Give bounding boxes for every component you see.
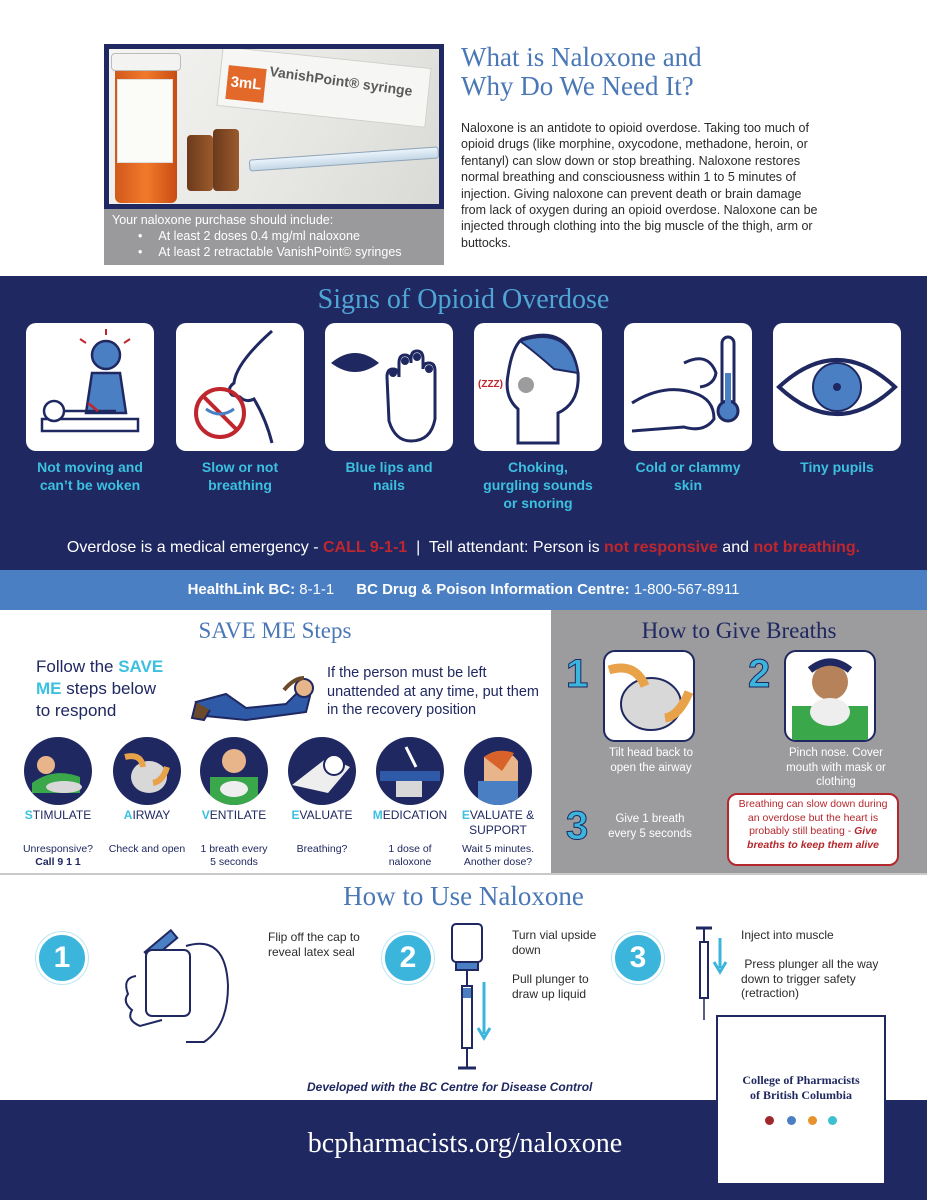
- breath-caption: [600, 812, 700, 841]
- step-note: [13, 843, 103, 869]
- sign-label-line: Tiny pupils: [800, 459, 874, 475]
- step-rest: ENTILATE: [209, 808, 267, 822]
- pill-bottle-label: [117, 79, 173, 163]
- poison-centre-number[interactable]: 1-800-567-8911: [629, 581, 740, 598]
- sign-label-line: breathing: [208, 477, 272, 493]
- step-name-evaluate: [277, 808, 367, 823]
- step-note: [189, 843, 279, 869]
- step-name-evaluate-support: [453, 808, 543, 838]
- caption-line: every 5 seconds: [608, 827, 692, 840]
- stimulate-step-icon: [24, 737, 92, 805]
- save-me-title: SAVE ME Steps: [198, 618, 352, 643]
- breath-step-number: 3: [566, 804, 589, 848]
- use-step-text: Inject into muscle: [741, 928, 834, 942]
- evaluate-step-icon: [288, 737, 356, 805]
- sign-label-line: Slow or not: [201, 459, 279, 475]
- sign-label-line: can’t be woken: [39, 477, 141, 493]
- logo-dot: [765, 1116, 774, 1125]
- use-step-number: 1: [36, 932, 88, 984]
- sign-card-cold-skin: [624, 323, 752, 451]
- sign-label: [613, 458, 763, 494]
- emergency-and: and: [717, 539, 754, 556]
- step-name-medication: [365, 808, 455, 823]
- sign-label-line: Blue lips and: [345, 459, 433, 475]
- use-step-text: Turn vial upside down: [512, 928, 597, 957]
- pinch-nose-icon: [786, 652, 874, 740]
- sign-label: [165, 458, 315, 494]
- developed-credit: Developed with the BC Centre for Disease Control: [307, 1080, 593, 1094]
- ventilate-step-icon: [200, 737, 268, 805]
- step-note-line: Unresponsive?: [22, 843, 94, 855]
- title-line: Why Do We Need It?: [461, 71, 694, 101]
- caption-line: Pinch nose. Cover: [789, 747, 883, 759]
- naloxone-kit-photo-frame: [104, 44, 444, 209]
- section-divider: [0, 873, 927, 875]
- pinch-nose-image: [784, 650, 876, 742]
- intro-save-highlight: SAVE: [118, 657, 164, 676]
- signs-title: Signs of Opioid Overdose: [317, 284, 610, 315]
- tilt-head-icon: [605, 652, 693, 740]
- poison-centre-label: BC Drug & Poison Information Centre:: [356, 581, 630, 598]
- use-step-number: 2: [382, 932, 434, 984]
- sign-card-tiny-pupils: [773, 323, 901, 451]
- breath-step-number: 2: [748, 652, 771, 696]
- pill-bottle-cap: [111, 53, 181, 71]
- step-note-line: Call 9 1 1: [35, 856, 81, 868]
- contact-phone-bar: [0, 570, 927, 610]
- healthlink-number[interactable]: 8-1-1: [295, 581, 335, 598]
- use-naloxone-title: How to Use Naloxone: [343, 881, 584, 911]
- vial-shape: [187, 135, 213, 191]
- sign-card-blue-lips: [325, 323, 453, 451]
- step-initial: E: [291, 808, 300, 822]
- snore-text: (ZZZ): [478, 379, 503, 390]
- logo-dot: [787, 1116, 796, 1125]
- step-note: [102, 843, 192, 856]
- use-step-number: 3: [612, 932, 664, 984]
- unresponsive-person-icon: [26, 323, 154, 451]
- breaths-title: How to Give Breaths: [641, 618, 837, 643]
- what-is-naloxone-title: [461, 43, 881, 101]
- tiny-pupil-eye-icon: [773, 323, 901, 451]
- call-911-text: CALL 9-1-1: [323, 539, 408, 556]
- caption-line: Tilt head back to: [609, 747, 693, 759]
- kit-contents-box: [104, 209, 444, 265]
- sign-label-line: nails: [373, 477, 405, 493]
- step-initial: S: [24, 808, 33, 822]
- step-name-ventilate: [189, 808, 279, 823]
- step-note: [365, 843, 455, 869]
- step-note: [453, 843, 543, 869]
- what-is-naloxone-body: Naloxone is an antidote to opioid overdose. Taking too much of opioid drugs (like morphine, oxycodone, methadone, heroin, or fentanyl) can slow down or stop breathing. Naloxone restores normal breathing and consciousness within 1 to 5 minutes of injection. Giving naloxone can prevent death or brain damage from lack of oxygen during an opioid overdose. Naloxone can be injected through clothing into the big muscle of the thigh, arm or buttocks.: [461, 121, 818, 250]
- emergency-message: [0, 539, 927, 557]
- step-note-line: 1 breath every: [200, 843, 268, 855]
- vial-shape: [213, 129, 239, 191]
- inject-syringe-icon: [690, 924, 730, 1024]
- syringe-brand-label: VanishPoint® syringe: [268, 63, 414, 99]
- title-line: What is Naloxone and: [461, 42, 702, 72]
- not-breathing-text: not breathing.: [753, 539, 861, 556]
- step-note-line: 5 seconds: [210, 856, 258, 868]
- vial-and-syringe-icon: [444, 918, 494, 1076]
- save-me-intro: [36, 656, 186, 722]
- breathing-warning-box: [727, 793, 899, 866]
- logo-dot: [828, 1116, 837, 1125]
- no-breathing-icon: [176, 323, 304, 451]
- step-initial: E: [461, 808, 470, 822]
- emergency-separator: | Tell attendant: Person is: [407, 539, 605, 556]
- caption-line: clothing: [816, 776, 856, 788]
- step-rest: IRWAY: [132, 808, 171, 822]
- healthlink-label: HealthLink BC:: [187, 581, 296, 598]
- vial-size-label: 3mL: [225, 65, 266, 103]
- logo-line: of British Columbia: [749, 1088, 852, 1102]
- cold-skin-icon: [624, 323, 752, 451]
- college-logo-text: [716, 1073, 886, 1103]
- sign-card-snoring: [474, 323, 602, 451]
- step-note-line: Wait 5 minutes.: [462, 843, 534, 855]
- footer-url-link[interactable]: bcpharmacists.org/naloxone: [307, 1128, 623, 1159]
- logo-line: College of Pharmacists: [742, 1073, 860, 1087]
- sign-label-line: skin: [673, 477, 702, 493]
- tilt-head-image: [603, 650, 695, 742]
- sign-card-not-breathing: [176, 323, 304, 451]
- step-rest: EDICATION: [382, 808, 448, 822]
- breath-step-number: 1: [566, 652, 589, 696]
- warning-text: Breathing can slow down during an overdose but the heart is probably still beating -: [738, 798, 888, 837]
- sign-label-line: or snoring: [503, 495, 573, 511]
- logo-dot: [808, 1116, 817, 1125]
- intro-text: Follow the: [36, 657, 119, 676]
- use-step-text: Press plunger all the way down to trigger safety (retraction): [741, 957, 882, 1000]
- step-name-airway: [102, 808, 192, 823]
- sign-label-line: Not moving and: [37, 459, 143, 475]
- breath-caption: [774, 746, 898, 790]
- intro-me-highlight: ME: [36, 679, 62, 698]
- sign-label-line: gurgling sounds: [483, 477, 593, 493]
- step-rest: TIMULATE: [32, 808, 92, 822]
- step-note-line: naloxone: [388, 856, 432, 868]
- use-step-text: Flip off the cap to reveal latex seal: [268, 930, 360, 959]
- step-note-line: Check and open: [108, 843, 186, 855]
- sign-label: [762, 458, 912, 476]
- step-rest: VALUATE: [299, 808, 353, 822]
- flip-cap-hand-icon: [116, 916, 252, 1046]
- kit-item: • At least 2 doses 0.4 mg/ml naloxone: [138, 228, 436, 244]
- step-name-stimulate: [13, 808, 103, 823]
- caption-line: mouth with mask or: [786, 761, 886, 774]
- intro-text: steps below: [61, 679, 156, 698]
- sign-card-not-moving: [26, 323, 154, 451]
- blue-lips-nails-icon: [325, 323, 453, 451]
- sign-label-line: Choking,: [508, 459, 568, 475]
- sign-label: [314, 458, 464, 494]
- step-note: [277, 843, 367, 856]
- caption-line: open the airway: [610, 761, 692, 774]
- syringe-shape: [249, 146, 439, 171]
- kit-heading: Your naloxone purchase should include:: [112, 213, 334, 227]
- emergency-prefix: Overdose is a medical emergency -: [66, 539, 323, 556]
- step-initial: A: [123, 808, 133, 822]
- recovery-position-icon: [186, 664, 322, 726]
- evaluate-support-step-icon: [464, 737, 532, 805]
- sign-label-line: Cold or clammy: [635, 459, 741, 475]
- step-initial: M: [372, 808, 383, 822]
- sign-label: [15, 458, 165, 494]
- medication-step-icon: [376, 737, 444, 805]
- kit-item: • At least 2 retractable VanishPoint© syringes: [138, 244, 436, 260]
- not-responsive-text: not responsive: [604, 539, 718, 556]
- intro-text: to respond: [36, 701, 117, 720]
- sign-label: [463, 458, 613, 512]
- recovery-position-text: If the person must be left unattended at any time, put them in the recovery position: [327, 665, 539, 718]
- step-note-line: Breathing?: [296, 843, 348, 855]
- step-note-line: 1 dose of: [388, 843, 432, 855]
- caption-line: Give 1 breath: [615, 813, 685, 825]
- naloxone-kit-photo: [109, 49, 439, 204]
- step-note-line: Another dose?: [463, 856, 533, 868]
- breath-caption: [596, 746, 706, 775]
- step-initial: V: [201, 808, 210, 822]
- warning-emphasis: Give breaths to keep them alive: [747, 825, 879, 851]
- airway-step-icon: [113, 737, 181, 805]
- step-rest: VALUATE &: [469, 808, 535, 822]
- use-step-text: Pull plunger to draw up liquid: [512, 972, 589, 1001]
- kit-list: [112, 228, 436, 260]
- step-rest-line2: SUPPORT: [469, 823, 527, 837]
